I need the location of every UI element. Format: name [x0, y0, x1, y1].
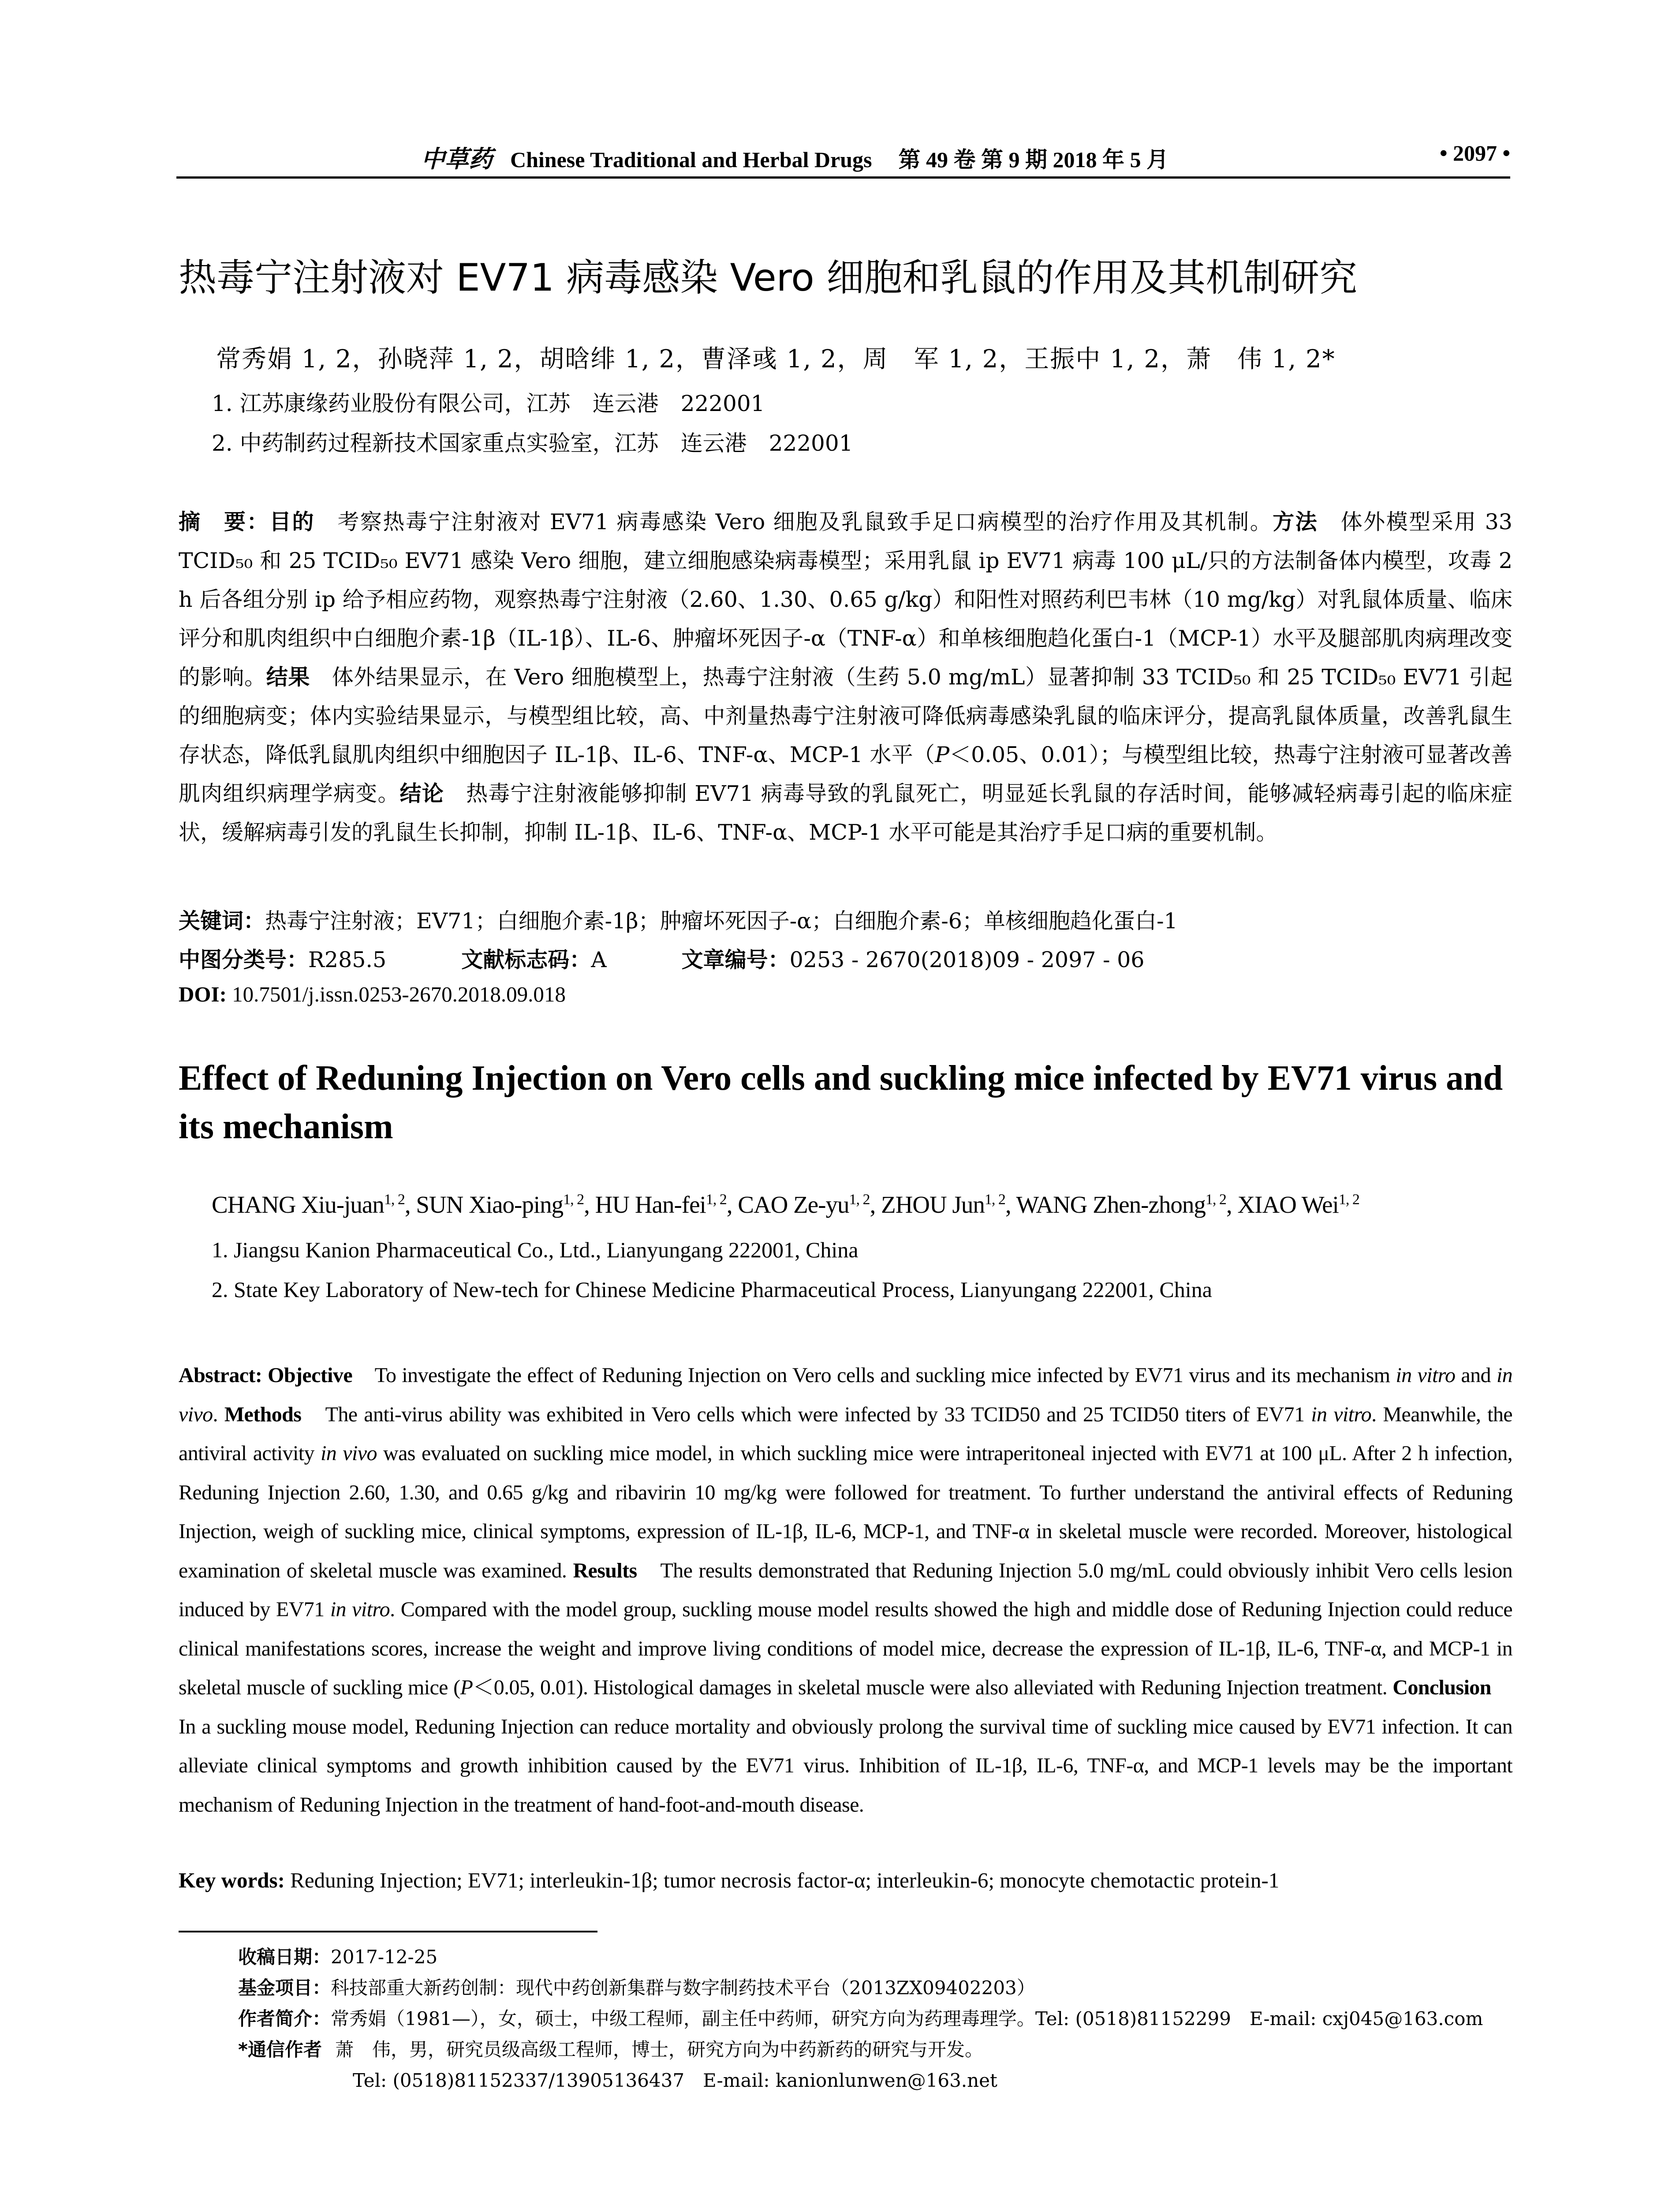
en-author-name: CHANG Xiu-juan	[212, 1191, 384, 1218]
en-methods-text: The anti-virus ability was exhibited in Vero cells which were infected by 33 TCID50 and 25 TCID50 titers of EV71	[301, 1402, 1311, 1426]
author-bio-label: 作者简介：	[238, 2008, 331, 2029]
en-objective-end: .	[213, 1402, 224, 1426]
footnote-fund	[238, 1973, 1035, 2000]
en-author-name: , ZHOU Jun	[870, 1191, 985, 1218]
en-results-text-3: ＜0.05, 0.01). Histological damages in skeletal muscle were also alleviated with Reduning Injection treatment.	[473, 1676, 1393, 1699]
en-keywords	[179, 1868, 1512, 1893]
corresponding-label: *通信作者	[238, 2039, 322, 2060]
en-author-name: , WANG Zhen-zhong	[1005, 1191, 1206, 1218]
cn-results-label: 结果	[266, 665, 310, 690]
footnote-corresponding	[238, 2035, 983, 2062]
en-in-vitro: in vitro	[330, 1598, 390, 1621]
en-author-affil: 1, 2	[384, 1191, 405, 1208]
article-no-label: 文章编号：	[681, 947, 790, 972]
article-no-value: 0253 - 2670(2018)09 - 2097 - 06	[789, 947, 1145, 972]
en-affiliation-1: 1. Jiangsu Kanion Pharmaceutical Co., Ltd., Lianyungang 222001, China	[212, 1237, 859, 1262]
cn-abstract	[179, 503, 1512, 852]
en-in-vitro: in vitro	[1311, 1402, 1372, 1426]
en-results-text-2: . Compared with the model group, suckling mouse model results showed the high and middle dose of Reduning Injection could reduce clinical manifestations scores, increase the weight and improve living conditions of model mice, decrease the expression of IL-1β, IL-6, TNF-α, and MCP-1 in skeletal muscle of suckling mice (	[179, 1598, 1512, 1699]
issue-info: 第 49 卷 第 9 期 2018 年 5 月	[898, 147, 1169, 172]
doi	[179, 982, 1512, 1007]
doccode-label: 文献标志码：	[461, 947, 591, 972]
en-methods-label: Methods	[224, 1402, 302, 1426]
en-conclusion-text: In a suckling mouse model, Reduning Injection can reduce mortality and obviously prolong the survival time of suckling mice caused by EV71 infection. It can alleviate clinical symptoms and growth inhibition caused by the EV71 virus. Inhibition of IL-1β, IL-6, TNF-α, and MCP-1 levels may be the important mechanism of Reduning Injection in the treatment of hand-foot-and-mouth disease.	[179, 1676, 1512, 1816]
cn-methods-label: 方法	[1273, 509, 1318, 534]
en-in-vitro: in vitro	[1396, 1364, 1456, 1387]
cn-keywords-text: 热毒宁注射液；EV71；白细胞介素-1β；肿瘤坏死因子-α；白细胞介素-6；单核细胞趋化蛋白-1	[265, 908, 1178, 934]
cn-results-text-2: ＜0.05、0.01）；与模型组比较，热毒宁注射液可显著改善肌肉组织病理学病变。	[179, 742, 1512, 806]
en-author-affil: 1, 2	[1338, 1191, 1359, 1208]
cn-authors: 常秀娟 1, 2，孙晓萍 1, 2，胡晗绯 1, 2，曹泽彧 1, 2，周 军 1, 2，王振中 1, 2，萧 伟 1, 2*	[216, 345, 1336, 374]
cn-title: 热毒宁注射液对 EV71 病毒感染 Vero 细胞和乳鼠的作用及其机制研究	[179, 256, 1358, 300]
en-author-affil: 1, 2	[984, 1191, 1005, 1208]
en-in-vivo: in vivo	[179, 1364, 1512, 1426]
received-label: 收稿日期：	[238, 1946, 331, 1968]
en-abstract	[179, 1356, 1512, 1824]
cn-abstract-label: 摘 要：	[179, 509, 269, 534]
fund-value: 科技部重大新药创制：现代中药创新集群与数字制药技术平台（2013ZX09402203）	[331, 1977, 1035, 1999]
en-results-label: Results	[573, 1558, 637, 1582]
en-author-affil: 1, 2	[706, 1191, 727, 1208]
header-rule	[176, 176, 1510, 179]
doi-label: DOI:	[179, 982, 227, 1006]
page-number: • 2097 •	[1439, 141, 1510, 165]
cn-affiliation-2: 2. 中药制药过程新技术国家重点实验室，江苏 连云港 222001	[212, 430, 853, 456]
en-objective-label: Objective	[262, 1364, 353, 1387]
en-authors	[212, 1191, 1359, 1218]
en-title: Effect of Reduning Injection on Vero cells and suckling mice infected by EV71 virus and its mechanism	[179, 1059, 1503, 1146]
clc-value: R285.5	[308, 947, 387, 972]
en-keywords-label: Key words:	[179, 1868, 285, 1892]
en-author-affil: 1, 2	[563, 1191, 584, 1208]
en-keywords-text: Reduning Injection; EV71; interleukin-1β; tumor necrosis factor-α; interleukin-6; monocyte chemotactic protein-1	[284, 1868, 1280, 1892]
cn-conclusion-text: 热毒宁注射液能够抑制 EV71 病毒导致的乳鼠死亡，明显延长乳鼠的存活时间，能够减轻病毒引起的临床症状，缓解病毒引发的乳鼠生长抑制，抑制 IL-1β、IL-6、TNF-α、MCP-1 水平可能是其治疗手足口病的重要机制。	[179, 781, 1512, 845]
cn-conclusion-label: 结论	[399, 781, 444, 806]
footnote-rule	[179, 1931, 597, 1932]
author-bio-value: 常秀娟（1981—），女，硕士，中级工程师，副主任中药师，研究方向为药理毒理学。Tel: (0518)81152299 E-mail: cxj045@163.com	[331, 2008, 1483, 2029]
cn-keywords-label: 关键词：	[179, 908, 265, 934]
cn-objective-label: 目的	[269, 509, 315, 534]
cn-classification	[179, 943, 1512, 974]
en-methods-text-2: . Meanwhile, the antiviral activity	[179, 1402, 1512, 1465]
journal-name: Chinese Traditional and Herbal Drugs	[510, 147, 872, 172]
en-objective-and: and	[1455, 1364, 1497, 1387]
received-value: 2017-12-25	[331, 1946, 438, 1968]
doccode-value: A	[591, 947, 607, 972]
fund-label: 基金项目：	[238, 1977, 331, 1999]
cn-methods-text: 体外模型采用 33 TCID₅₀ 和 25 TCID₅₀ EV71 感染 Vero 细胞，建立细胞感染病毒模型；采用乳鼠 ip EV71 病毒 100 μL/只的方法制备体内模型，攻毒 2 h 后各组分别 ip 给予相应药物，观察热毒宁注射液（2.60、1.30、0.65 g/kg）和阳性对照药利巴韦林（10 mg/kg）对乳鼠体质量、临床评分和肌肉组织中白细胞介素-1β（IL-1β）、IL-6、肿瘤坏死因子-α（TNF-α）和单核细胞趋化蛋白-1（MCP-1）水平及腿部肌肉病理改变的影响。	[179, 509, 1512, 690]
running-header	[176, 140, 1510, 176]
clc-label: 中图分类号：	[179, 947, 309, 972]
cn-p-value-symbol: P	[935, 742, 950, 767]
footnote-received	[238, 1943, 437, 1969]
doi-value: 10.7501/j.issn.0253-2670.2018.09.018	[226, 982, 566, 1006]
en-objective-text: To investigate the effect of Reduning Injection on Vero cells and suckling mice infected by EV71 virus and its mechanism	[352, 1364, 1396, 1387]
en-author-name: , CAO Ze-yu	[726, 1191, 849, 1218]
cn-results-text: 体外结果显示，在 Vero 细胞模型上，热毒宁注射液（生药 5.0 mg/mL）显著抑制 33 TCID₅₀ 和 25 TCID₅₀ EV71 引起的细胞病变；体内实验结果显示，与模型组比较，高、中剂量热毒宁注射液可降低病毒感染乳鼠的临床评分，提高乳鼠体质量，改善乳鼠生存状态，降低乳鼠肌肉组织中细胞因子 IL-1β、IL-6、TNF-α、MCP-1 水平（	[179, 665, 1512, 767]
cn-objective-text: 考察热毒宁注射液对 EV71 病毒感染 Vero 细胞及乳鼠致手足口病模型的治疗作用及其机制。	[314, 509, 1273, 534]
cn-affiliation-1: 1. 江苏康缘药业股份有限公司，江苏 连云港 222001	[212, 391, 765, 416]
en-author-name: , HU Han-fei	[584, 1191, 706, 1218]
en-author-name: , SUN Xiao-ping	[404, 1191, 564, 1218]
en-author-name: , XIAO Wei	[1226, 1191, 1339, 1218]
en-conclusion-label: Conclusion	[1393, 1676, 1491, 1699]
en-author-affil: 1, 2	[1205, 1191, 1226, 1208]
en-abstract-label: Abstract:	[179, 1364, 262, 1387]
en-in-vivo: in vivo	[321, 1442, 377, 1465]
journal-logo: 中草药	[421, 146, 493, 172]
cn-keywords	[179, 904, 1512, 935]
en-affiliation-2: 2. State Key Laboratory of New-tech for Chinese Medicine Pharmaceutical Process, Lianyungang 222001, China	[212, 1277, 1212, 1302]
footnote-corresponding-contact: Tel: (0518)81152337/13905136437 E-mail: kanionlunwen@163.net	[353, 2070, 997, 2091]
en-p-value-symbol: P	[460, 1676, 473, 1699]
journal-line	[421, 140, 1169, 174]
corresponding-value: 萧 伟，男，研究员级高级工程师，博士，研究方向为中药新药的研究与开发。	[335, 2039, 983, 2060]
en-results-text: The results demonstrated that Reduning Injection 5.0 mg/mL could obviously inhibit Vero cells lesion induced by EV71	[179, 1558, 1512, 1621]
en-author-affil: 1, 2	[849, 1191, 870, 1208]
en-methods-text-3: was evaluated on suckling mice model, in which suckling mice were intraperitoneal injected with EV71 at 100 μL. After 2 h infection, Reduning Injection 2.60, 1.30, and 0.65 g/kg and ribavirin 10 mg/kg were followed for treatment. To further understand the antiviral effects of Reduning Injection, weigh of suckling mice, clinical symptoms, expression of IL-1β, IL-6, MCP-1, and TNF-α in skeletal muscle were recorded. Moreover, histological examination of skeletal muscle was examined.	[179, 1442, 1512, 1582]
footnote-author	[238, 2004, 1483, 2031]
